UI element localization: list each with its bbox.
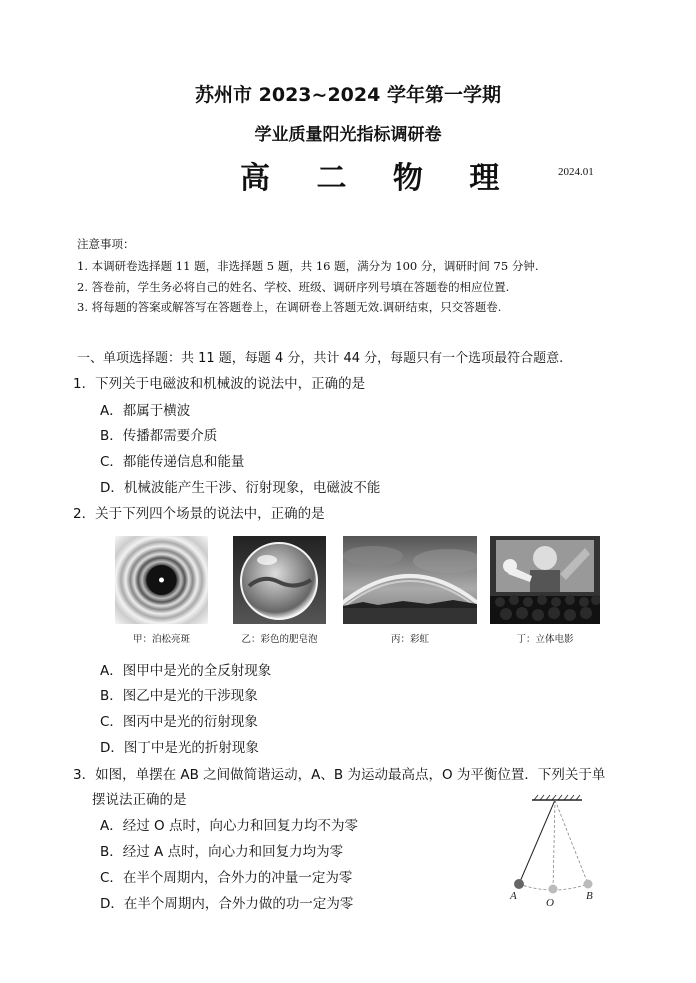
exam-subtitle: 学业质量阳光指标调研卷 (254, 125, 442, 145)
question-3-stem-line1: 3．如图，单摆在 AB 之间做简谐运动，A、B 为运动最高点，O 为平衡位置．下列关于单 (73, 767, 606, 783)
question-3-option-c: C．在半个周期内，合外力的冲量一定为零 (100, 870, 353, 886)
notice-heading: 注意事项： (77, 237, 135, 251)
pendulum-label-o: O (546, 897, 554, 909)
question-1-option-c: C．都能传递信息和能量 (100, 454, 245, 470)
question-2-option-c: C．图丙中是光的衍射现象 (100, 714, 258, 730)
question-2-option-b: B．图乙中是光的干涉现象 (100, 688, 258, 704)
pendulum-diagram (500, 792, 610, 910)
question-3-option-a: A．经过 O 点时，向心力和回复力均不为零 (100, 818, 358, 834)
question-2-option-a: A．图甲中是光的全反射现象 (100, 663, 272, 679)
question-1-option-a: A．都属于横波 (100, 403, 191, 419)
question-3-option-b: B．经过 A 点时，向心力和回复力均为零 (100, 844, 344, 860)
caption-poisson-spot: 甲：泊松亮斑 (132, 634, 190, 645)
caption-soap-bubble: 乙：彩色的肥皂泡 (241, 634, 318, 645)
exam-date: 2024.01 (558, 166, 594, 178)
pendulum-label-b: B (586, 890, 593, 902)
question-1-stem: 1．下列关于电磁波和机械波的说法中，正确的是 (73, 376, 366, 392)
section-heading: 一、单项选择题：共 11 题，每题 4 分，共计 44 分，每题只有一个选项最符合题意. (77, 351, 564, 366)
notice-item-2: 2. 答卷前，学生务必将自己的姓名、学校、班级、调研序列号填在答题卷的相应位置. (77, 280, 510, 294)
question-3-option-d: D．在半个周期内，合外力做的功一定为零 (100, 896, 354, 912)
rainbow-image (343, 536, 477, 624)
question-2-stem: 2．关于下列四个场景的说法中，正确的是 (73, 506, 325, 522)
soap-bubble-image (233, 536, 326, 624)
caption-rainbow: 丙：彩虹 (390, 634, 429, 645)
pendulum-label-a: A (510, 890, 517, 902)
exam-title: 苏州市 2023~2024 学年第一学期 (195, 84, 501, 106)
question-3-stem-line2: 摆说法正确的是 (92, 792, 187, 808)
question-2-option-d: D．图丁中是光的折射现象 (100, 740, 259, 756)
notice-item-1: 1. 本调研卷选择题 11 题，非选择题 5 题，共 16 题，满分为 100 分，调研时间 75 分钟. (77, 259, 539, 273)
question-1-option-b: B．传播都需要介质 (100, 428, 218, 444)
subject-title: 高 二 物 理 (240, 161, 518, 196)
notice-item-3: 3. 将每题的答案或解答写在答题卷上，在调研卷上答题无效.调研结束，只交答题卷. (77, 300, 502, 314)
question-1-option-d: D．机械波能产生干涉、衍射现象，电磁波不能 (100, 480, 381, 496)
poisson-spot-image (115, 536, 208, 624)
caption-3d-movie: 丁：立体电影 (516, 634, 574, 645)
3d-movie-image (490, 536, 600, 624)
